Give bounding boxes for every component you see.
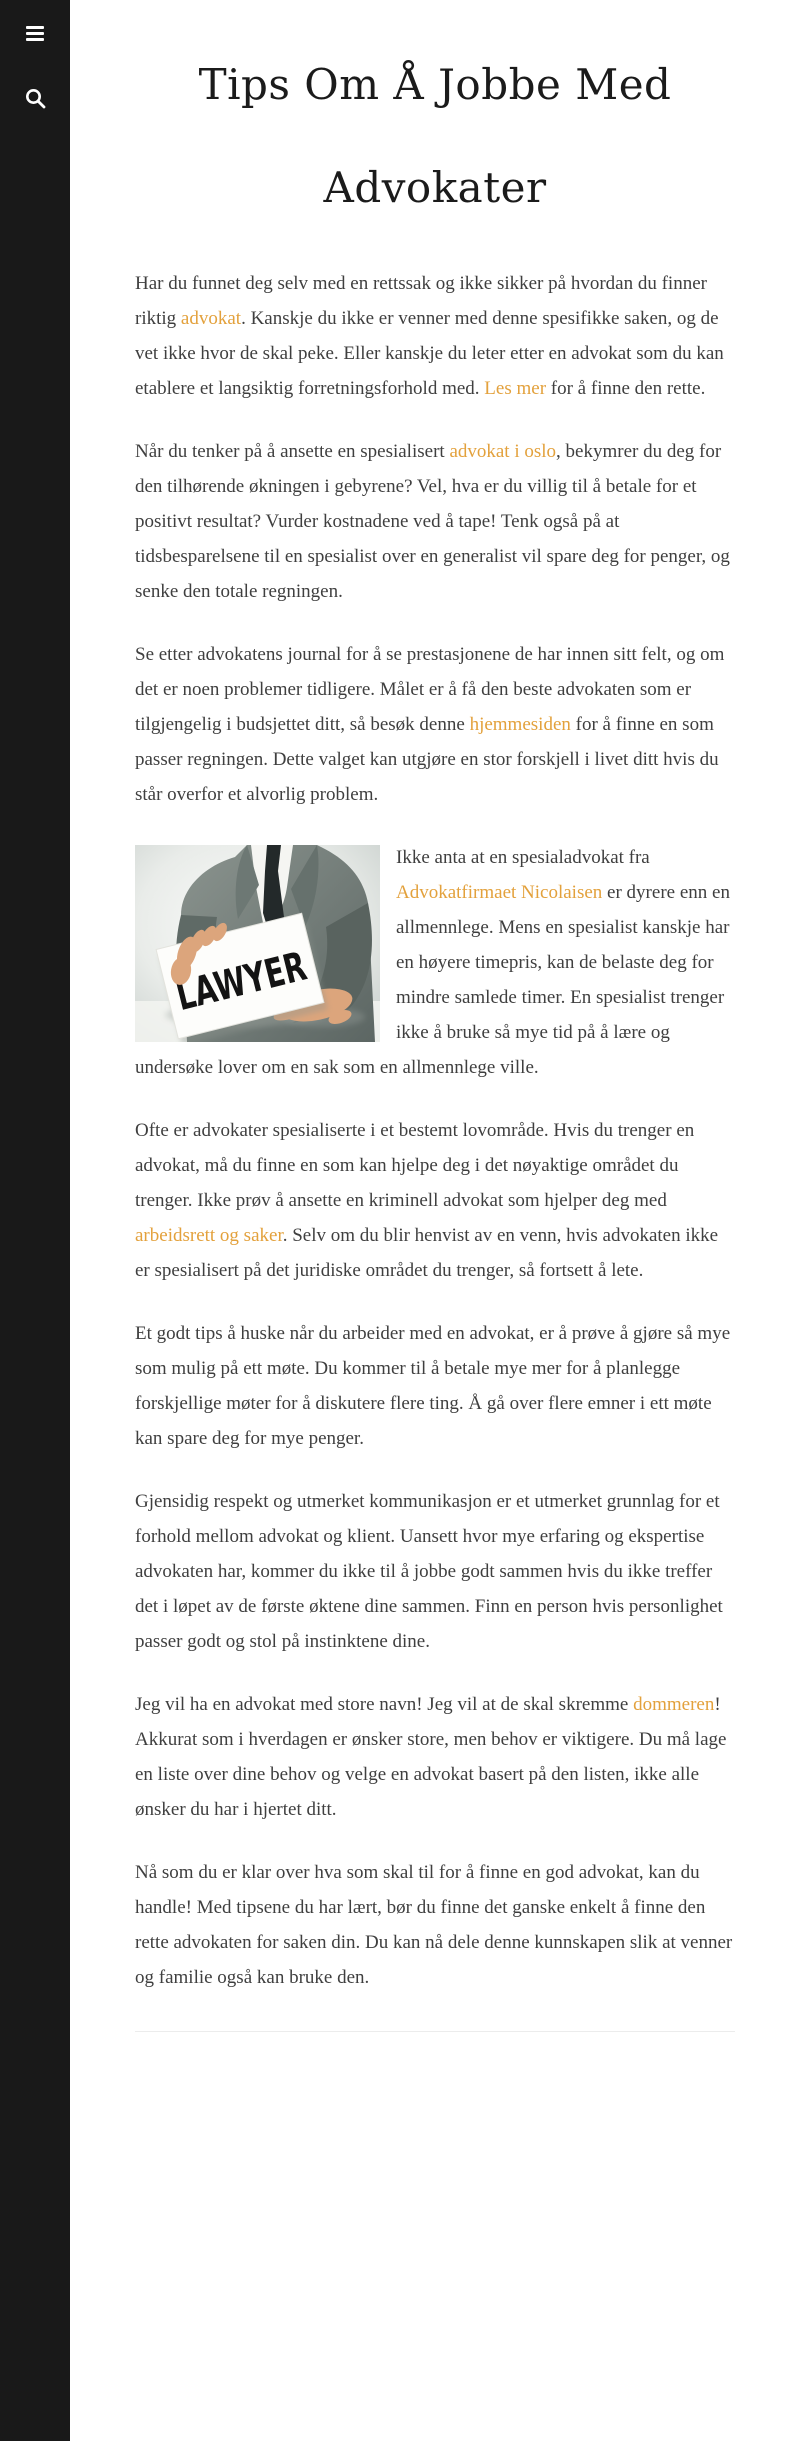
paragraph [135, 266, 735, 406]
page-title: Tips Om Å Jobbe Med Advokater [198, 60, 672, 212]
paragraph [135, 1484, 735, 1659]
inline-link[interactable]: Les mer [484, 377, 547, 399]
paragraph [135, 434, 735, 609]
paragraph [135, 1855, 735, 1995]
text-segment: ! Akkurat som i hverdagen er ønsker store, men behov er viktigere. Du må lage en liste over dine behov og velge en advokat basert på den listen, ikke alle ønsker du har i hjertet ditt. [135, 1693, 727, 1820]
inline-link[interactable]: Advokatfirmaet Nicolaisen [396, 881, 603, 903]
text-segment: . Kanskje du ikke er venner med denne spesifikke saken, og de vet ikke hvor de skal peke. Eller kanskje du leter etter en advokat som du kan etablere et langsiktig forretningsforhold med. [135, 307, 724, 399]
menu-button[interactable] [26, 26, 44, 41]
paragraph [135, 637, 735, 812]
text-segment: Har du funnet deg selv med en rettssak og ikke sikker på hvordan du finner riktig [135, 272, 707, 329]
inline-link[interactable]: dommeren [633, 1693, 715, 1715]
text-segment: Nå som du er klar over hva som skal til for å finne en god advokat, kan du handle! Med tipsene du har lært, bør du finne det ganske enkelt å finne den rette advokaten for saken din. Du kan nå dele denne kunnskapen slik at venner og familie også kan bruke den. [135, 1861, 733, 1988]
inline-link[interactable]: advokat i oslo [449, 440, 557, 462]
paragraph [135, 1113, 735, 1288]
bottom-spacer [135, 2032, 735, 2242]
main-content [70, 0, 800, 2441]
text-segment: Gjensidig respekt og utmerket kommunikasjon er et utmerket grunnlag for et forhold mellom advokat og klient. Uansett hvor mye erfaring og ekspertise advokaten har, kommer du ikke til å jobbe godt sammen hvis du ikke treffer det i løpet av de første øktene dine sammen. Finn en person hvis personlighet passer godt og stol på instinktene dine. [135, 1490, 723, 1652]
article [135, 34, 735, 2242]
inline-link[interactable]: advokat [180, 307, 242, 329]
text-segment: Jeg vil ha en advokat med store navn! Jeg vil at de skal skremme [135, 1693, 634, 1715]
lawyer-image [135, 845, 380, 1042]
hamburger-icon [26, 26, 44, 41]
search-icon [24, 87, 47, 110]
text-segment: Ofte er advokater spesialiserte i et bestemt lovområde. Hvis du trenger en advokat, må du finne en som kan hjelpe deg i det nøyaktige området du trenger. Ikke prøv å ansette en kriminell advokat som hjelper deg med [135, 1119, 695, 1211]
text-segment: er dyrere enn en allmennlege. Mens en spesialist kanskje har en høyere timepris, kan de belaste deg for mindre samlede timer. En spesialist trenger ikke å bruke så mye tid på å lære og undersøke lover om en sak som en allmennlege ville. [135, 881, 730, 1078]
text-segment: for å finne en som passer regningen. Dette valget kan utgjøre en stor forskjell i livet ditt hvis du står overfor et alvorlig problem. [135, 713, 719, 805]
text-segment: Et godt tips å huske når du arbeider med en advokat, er å prøve å gjøre så mye som mulig på ett møte. Du kommer til å betale mye mer for å planlegge forskjellige møter for å diskutere flere ting. Å gå over flere emner i ett møte kan spare deg for mye penger. [135, 1322, 731, 1449]
text-segment: for å finne den rette. [546, 377, 706, 399]
inline-link[interactable]: hjemmesiden [469, 713, 571, 735]
article-image [135, 845, 380, 1042]
paragraph-with-image [135, 840, 735, 1085]
text-segment: Se etter advokatens journal for å se prestasjonene de har innen sitt felt, og om det er noen problemer tidligere. Målet er å få den beste advokaten som er tilgjengelig i budsjettet ditt, så besøk denne [135, 643, 725, 735]
paragraph [135, 1316, 735, 1456]
text-segment: . Selv om du blir henvist av en venn, hvis advokaten ikke er spesialisert på det juridiske området du trenger, så fortsett å lete. [135, 1224, 719, 1281]
sidebar [0, 0, 70, 2441]
search-button[interactable] [24, 87, 47, 113]
lawyer-sign-text: LAWYER [171, 930, 364, 1020]
text-segment: Ikke anta at en spesialadvokat fra [396, 846, 650, 868]
text-segment: , bekymrer du deg for den tilhørende økningen i gebyrene? Vel, hva er du villig til å betale for et positivt resultat? Vurder kostnadene ved å tape! Tenk også på at tidsbesparelsene til en spesialist over en generalist vil spare deg for penger, og senke den totale regningen. [135, 440, 730, 602]
paragraph [135, 1687, 735, 1827]
text-segment: Når du tenker på å ansette en spesialisert [135, 440, 450, 462]
inline-link[interactable]: arbeidsrett og saker [135, 1224, 283, 1246]
